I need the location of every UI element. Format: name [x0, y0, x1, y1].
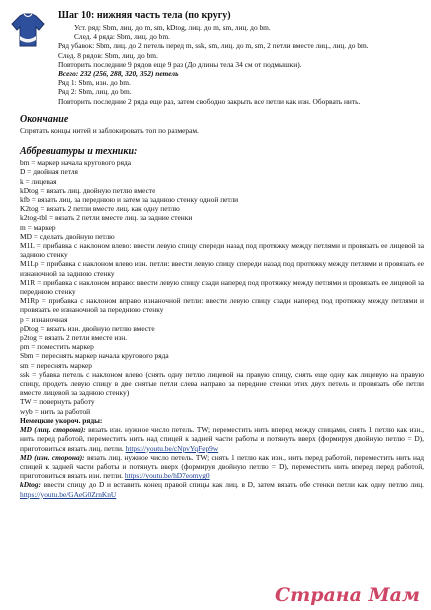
site-watermark: Страна Мам [274, 583, 420, 606]
abbreviation-item: kDtog = вязать лиц. двойную петлю вместе [20, 185, 156, 195]
document-page [10, 6, 424, 604]
technique-label: MD (лиц. сторона): [20, 425, 86, 435]
abbreviation-item: wyb = нить за работой [20, 406, 91, 416]
abbreviation-item: sm = переснять маркер [20, 360, 92, 370]
abbreviation-item: Sbm = переснять маркер начала кругового ряда [20, 351, 169, 361]
stitch-total: Всего: 232 (256, 288, 320, 352) петель [58, 69, 179, 79]
abbreviation-item: M1Lp = прибавка с наклоном влево изн. петли: ввести левую спицу спереди назад под протяжку между петлями и провязать ее изнаночной за заднюю стенку [20, 259, 424, 278]
abbreviation-item: D = двойная петля [20, 167, 78, 177]
content-body [20, 108, 424, 499]
step-title: Шаг 10: нижняя часть тела (по кругу) [58, 10, 231, 21]
technique-label: MD (изн. сторона): [20, 452, 85, 462]
video-link[interactable]: https://youtu.be/cNpvYqFep9w [125, 443, 219, 453]
abbreviation-item: ssk = убавка петель с наклоном влево (снять одну петлю лицевой на правую спицу, снять еще одну как лицевую на правую спицу, продеть левую спицу в две снятые петли слева направо за передние стенки этих двух петель и провязать обе петли вместе лицевой за заднюю стенку) [20, 369, 424, 398]
abbreviation-item: k = лицевая [20, 176, 57, 186]
technique-text: ввести спицу до D и вставить конец правой спицы как лиц. в D, затем вязать обе стенки петли как одну петлю лиц. [40, 480, 424, 490]
technique-label: kDtog: [20, 480, 41, 490]
technique-item [20, 480, 424, 498]
abbreviations-list [20, 158, 424, 416]
instruction-line: Ряд 2: Sbm, лиц. до bm. [58, 87, 132, 97]
abbreviation-item: M1Rp = прибавка с наклоном вправо изнаночной петли: ввести левую спицу сзади наперед под протяжку между петлями и провязать ее изнаночной за переднюю стенку [20, 296, 424, 315]
abbreviation-item: kfb = вязать лиц. за переднюю и затем за заднюю стенку одной петли [20, 195, 239, 205]
short-rows-list [20, 425, 424, 499]
abbreviation-item: K2tog = вязать 2 петли вместе лиц. как одну петлю [20, 204, 180, 214]
video-link[interactable]: https://youtu.be/GAeG0ZrnKnU [20, 489, 117, 499]
abbreviations-title: Аббревиатуры и техники: [20, 146, 138, 158]
instruction-line: След. 4 ряда: Sbm, лиц. до bm. [74, 32, 170, 42]
abbreviation-item: M1R = прибавка с наклоном вправо: ввести левую спицу сзади наперед под протяжку между петлями и провязать ее лицевой за переднюю стенку [20, 277, 424, 297]
abbreviation-item: pDtog = вязать изн. двойную петлю вместе [20, 323, 155, 333]
abbreviation-item: TW = повернуть работу [20, 397, 95, 407]
abbreviation-item: MD = сделать двойную петлю [20, 231, 115, 241]
abbreviation-item: p = изнаночная [20, 314, 68, 324]
step-section [58, 10, 422, 106]
technique-item [20, 425, 424, 453]
instruction-line: Ряд 1: Sbm, изн. до bm. [58, 78, 131, 88]
instruction-line: Повторить последние 9 рядов еще 9 раз (До длины тела 34 см от подмышки). [58, 59, 302, 69]
instruction-line: След. 8 рядов: Sbm, лиц. до bm. [58, 50, 158, 60]
technique-text: вязать лиц. нужное число петель. TW; снять 1 петлю как изн., нить перед работой, переместить нить над спицей к задней части работы и потянуть вверх (формируя двойную петлю = D), переместить нить вперед перед работой, приготовиться вязать изн. петли. [20, 452, 425, 481]
abbreviation-item: pm = поместить маркер [20, 342, 94, 352]
short-rows-title: Немецкие укороч. ряды: [20, 415, 103, 425]
abbreviation-item: M1L = прибавка с наклоном влево: ввести левую спицу спереди назад под протяжку между петлями и провязать ее лицевой за заднюю стенку [20, 241, 424, 260]
instruction-line: Повторить последние 2 ряда еще раз, затем свободно закрыть все петли как изн. Оборвать нить. [58, 96, 361, 106]
technique-text: вязать изн. нужное число петель. TW; переместить нить вперед между спицами, снять 1 петлю как изн., нить перед работой, переместить нить над спицей к задней части работы и потянуть вверх (формируя двойную петлю = D), приготовиться вязать лиц. петли. [20, 425, 424, 453]
finish-text: Спрятать концы нитей и заблокировать топ по размерам. [20, 126, 199, 135]
technique-item [20, 453, 424, 481]
instruction-line: Уст. ряд: Sbm, лиц. до m, sm, kDtog, лиц. до m, sm, лиц. до bm. [74, 23, 271, 32]
video-link[interactable]: https://youtu.be/hD7eomyg0 [124, 471, 210, 481]
instruction-line: Ряд убавок: Sbm, лиц. до 2 петель перед m, ssk, sm, лиц. до m, sm, 2 петли вместе лиц., лиц. до bm. [58, 41, 369, 51]
abbreviation-item: m = маркер [20, 222, 56, 232]
abbreviation-item: p2tog = вязать 2 петли вместе изн. [20, 333, 128, 343]
finish-title: Окончание [20, 114, 69, 125]
sweater-icon [10, 12, 46, 50]
abbreviation-item: bm = маркер начала кругового ряда [20, 158, 132, 168]
abbreviation-item: k2tog-tbl = вязать 2 петли вместе лиц. за задние стенки [20, 213, 193, 223]
